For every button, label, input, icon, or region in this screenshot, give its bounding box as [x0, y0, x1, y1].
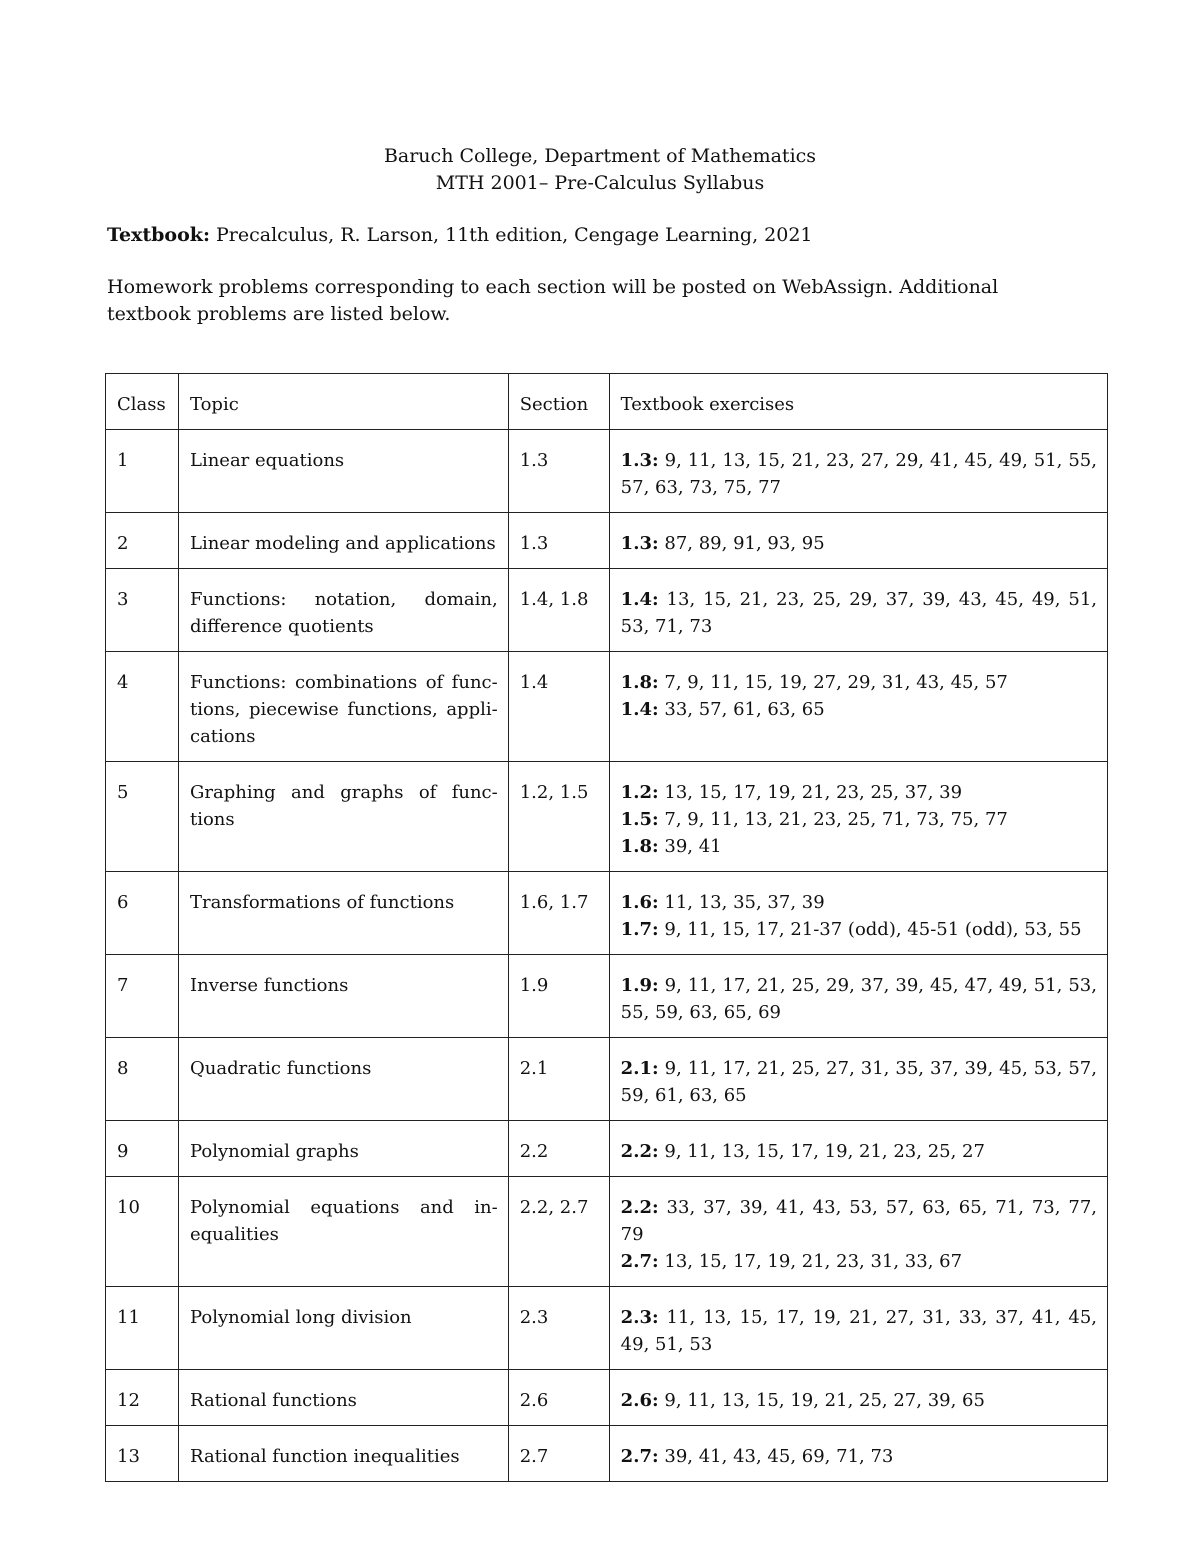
exercise-line — [621, 889, 1097, 916]
class-cell: 2 — [106, 513, 179, 569]
table-row — [106, 1287, 1108, 1370]
exercise-section-label: 2.7: — [620, 1251, 659, 1272]
section-cell: 1.6, 1.7 — [508, 872, 609, 955]
class-cell: 3 — [106, 569, 179, 652]
exercise-section-label: 1.8: — [620, 836, 659, 857]
exercise-list: 39, 41 — [664, 836, 722, 857]
exercise-list: 13, 15, 17, 19, 21, 23, 25, 37, 39 — [664, 782, 963, 803]
exercise-line — [621, 916, 1097, 943]
exercise-section-label: 1.2: — [620, 782, 659, 803]
exercise-list: 7, 9, 11, 13, 21, 23, 25, 71, 73, 75, 77 — [664, 809, 1008, 830]
class-cell: 8 — [106, 1038, 179, 1121]
table-row — [106, 652, 1108, 762]
table-row — [106, 1177, 1108, 1287]
intro-paragraph: Homework problems corresponding to each section will be posted on WebAssign. Additional textbook problems are listed below. — [107, 276, 999, 325]
exercise-list: 9, 11, 17, 21, 25, 29, 37, 39, 45, 47, 49, 51, 53, 55, 59, 63, 65, 69 — [620, 975, 1097, 1023]
table-header-row — [106, 374, 1108, 430]
syllabus-table — [105, 373, 1108, 1482]
table-row — [106, 430, 1108, 513]
class-cell: 13 — [106, 1426, 179, 1482]
topic-cell: Linear modeling and applications — [178, 513, 508, 569]
exercise-section-label: 2.1: — [620, 1058, 659, 1079]
course-title: MTH 2001– Pre-Calculus Syllabus — [435, 172, 765, 194]
exercise-section-label: 1.3: — [620, 533, 659, 554]
exercises-cell — [609, 1177, 1107, 1287]
class-cell: 5 — [106, 762, 179, 872]
section-cell: 2.3 — [508, 1287, 609, 1370]
exercise-section-label: 2.2: — [620, 1141, 659, 1162]
exercise-list: 9, 11, 15, 17, 21-37 (odd), 45-51 (odd), 53, 55 — [664, 919, 1082, 940]
exercises-cell — [609, 652, 1107, 762]
exercise-line — [621, 447, 1097, 501]
exercise-line — [621, 530, 1097, 557]
exercise-line — [621, 833, 1097, 860]
section-cell: 1.3 — [508, 513, 609, 569]
exercises-cell — [609, 513, 1107, 569]
topic-cell: Rational function inequalities — [178, 1426, 508, 1482]
exercises-cell — [609, 1426, 1107, 1482]
topic-cell: Inverse functions — [178, 955, 508, 1038]
table-row — [106, 1121, 1108, 1177]
exercise-list: 39, 41, 43, 45, 69, 71, 73 — [664, 1446, 894, 1467]
section-cell: 1.9 — [508, 955, 609, 1038]
exercise-line — [621, 806, 1097, 833]
exercise-section-label: 1.4: — [620, 699, 659, 720]
exercise-line — [621, 1138, 1097, 1165]
class-cell: 4 — [106, 652, 179, 762]
exercise-list: 13, 15, 17, 19, 21, 23, 31, 33, 67 — [664, 1251, 963, 1272]
exercise-list: 11, 13, 15, 17, 19, 21, 27, 31, 33, 37, 41, 45, 49, 51, 53 — [620, 1307, 1097, 1355]
header-topic: Topic — [178, 374, 508, 430]
class-cell: 10 — [106, 1177, 179, 1287]
section-cell: 1.3 — [508, 430, 609, 513]
topic-cell: Transformations of functions — [178, 872, 508, 955]
exercise-list: 9, 11, 13, 15, 21, 23, 27, 29, 41, 45, 49, 51, 55, 57, 63, 73, 75, 77 — [620, 450, 1097, 498]
table-row — [106, 762, 1108, 872]
section-cell: 2.2, 2.7 — [508, 1177, 609, 1287]
topic-cell: Functions: combinations of func-tions, piecewise functions, appli-cations — [178, 652, 508, 762]
textbook-value: Precalculus, R. Larson, 11th edition, Cengage Learning, 2021 — [216, 224, 813, 246]
table-row — [106, 569, 1108, 652]
section-cell: 2.7 — [508, 1426, 609, 1482]
table-row — [106, 872, 1108, 955]
table-row — [106, 1038, 1108, 1121]
class-cell: 7 — [106, 955, 179, 1038]
exercises-cell — [609, 1287, 1107, 1370]
section-cell: 1.4, 1.8 — [508, 569, 609, 652]
exercise-line — [621, 669, 1097, 696]
exercise-section-label: 1.3: — [620, 450, 659, 471]
header-section: Section — [508, 374, 609, 430]
exercise-section-label: 2.2: — [620, 1197, 659, 1218]
exercises-cell — [609, 569, 1107, 652]
class-cell: 1 — [106, 430, 179, 513]
topic-cell: Graphing and graphs of func-tions — [178, 762, 508, 872]
exercise-section-label: 1.4: — [620, 589, 659, 610]
exercise-line — [621, 1443, 1097, 1470]
exercise-section-label: 1.7: — [620, 919, 659, 940]
section-cell: 2.6 — [508, 1370, 609, 1426]
exercise-line — [621, 696, 1097, 723]
exercise-line — [621, 1194, 1097, 1248]
exercise-section-label: 1.5: — [620, 809, 659, 830]
topic-cell: Polynomial graphs — [178, 1121, 508, 1177]
topic-cell: Polynomial long division — [178, 1287, 508, 1370]
table-row — [106, 955, 1108, 1038]
exercise-line — [621, 1387, 1097, 1414]
exercise-list: 33, 57, 61, 63, 65 — [664, 699, 825, 720]
topic-cell: Linear equations — [178, 430, 508, 513]
exercise-list: 7, 9, 11, 15, 19, 27, 29, 31, 43, 45, 57 — [664, 672, 1008, 693]
class-cell: 12 — [106, 1370, 179, 1426]
exercise-list: 9, 11, 13, 15, 17, 19, 21, 23, 25, 27 — [664, 1141, 985, 1162]
section-cell: 2.2 — [508, 1121, 609, 1177]
exercises-cell — [609, 955, 1107, 1038]
exercises-cell — [609, 1038, 1107, 1121]
exercises-cell — [609, 1370, 1107, 1426]
header-class: Class — [106, 374, 179, 430]
exercise-line — [621, 1248, 1097, 1275]
exercises-cell — [609, 430, 1107, 513]
table-row — [106, 1370, 1108, 1426]
exercise-section-label: 2.7: — [620, 1446, 659, 1467]
exercise-list: 87, 89, 91, 93, 95 — [664, 533, 825, 554]
exercise-section-label: 1.6: — [620, 892, 659, 913]
exercise-line — [621, 1055, 1097, 1109]
section-cell: 1.4 — [508, 652, 609, 762]
topic-cell: Polynomial equations and in-equalities — [178, 1177, 508, 1287]
topic-cell: Rational functions — [178, 1370, 508, 1426]
document-header — [0, 143, 1200, 197]
exercise-list: 9, 11, 13, 15, 19, 21, 25, 27, 39, 65 — [664, 1390, 985, 1411]
exercises-cell — [609, 762, 1107, 872]
exercise-line — [621, 1304, 1097, 1358]
exercises-cell — [609, 1121, 1107, 1177]
class-cell: 9 — [106, 1121, 179, 1177]
exercise-list: 9, 11, 17, 21, 25, 27, 31, 35, 37, 39, 45, 53, 57, 59, 61, 63, 65 — [620, 1058, 1097, 1106]
class-cell: 11 — [106, 1287, 179, 1370]
section-cell: 2.1 — [508, 1038, 609, 1121]
exercise-section-label: 1.9: — [620, 975, 659, 996]
textbook-line — [107, 222, 813, 249]
exercise-section-label: 1.8: — [620, 672, 659, 693]
exercise-line — [621, 586, 1097, 640]
exercise-list: 11, 13, 35, 37, 39 — [664, 892, 825, 913]
topic-cell: Functions: notation, domain, difference quotients — [178, 569, 508, 652]
table-row — [106, 1426, 1108, 1482]
exercise-list: 13, 15, 21, 23, 25, 29, 37, 39, 43, 45, 49, 51, 53, 71, 73 — [620, 589, 1097, 637]
textbook-label: Textbook: — [107, 224, 210, 246]
exercise-line — [621, 779, 1097, 806]
exercise-line — [621, 972, 1097, 1026]
exercise-section-label: 2.3: — [620, 1307, 659, 1328]
header-exercises: Textbook exercises — [609, 374, 1107, 430]
table-row — [106, 513, 1108, 569]
exercise-section-label: 2.6: — [620, 1390, 659, 1411]
section-cell: 1.2, 1.5 — [508, 762, 609, 872]
college-title: Baruch College, Department of Mathematics — [383, 145, 817, 167]
class-cell: 6 — [106, 872, 179, 955]
exercises-cell — [609, 872, 1107, 955]
topic-cell: Quadratic functions — [178, 1038, 508, 1121]
exercise-list: 33, 37, 39, 41, 43, 53, 57, 63, 65, 71, 73, 77, 79 — [620, 1197, 1097, 1245]
